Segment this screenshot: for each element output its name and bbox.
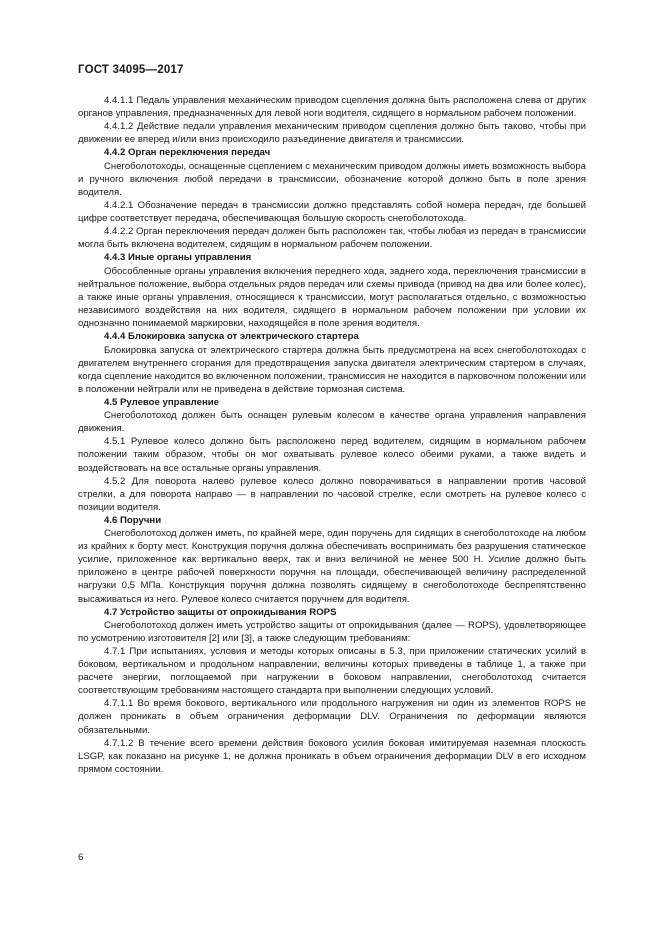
paragraph: Обособленные органы управления включения переднего хода, заднего хода, переключения трансмиссии в нейтральное положение, выбора отдельных рядов передач или схемы привода (привод на два или более колес), а также иные органы управления, относящиеся к трансмиссии, могут располагаться отдельно, с возможностью независимого воздействия на них водителя, сидящего в нормальном рабочем положении при условии их однозначно понимаемой маркировки, находящейся в поле зрения водителя. (78, 265, 586, 329)
section-heading: 4.6 Поручни (104, 514, 162, 526)
section-heading: 4.5 Рулевое управление (104, 396, 219, 408)
paragraph: 4.4.1.2 Действие педали управления механическим приводом сцепления должно быть таково, чтобы при движении ее вперед и/или вниз происходило разъединение двигателя и трансмиссии. (78, 121, 586, 146)
paragraph: Снегоболотоходы, оснащенные сцеплением с механическим приводом должны иметь возможность выбора и ручного включения любой передачи в трансмиссии, обозначение которой должно быть в поле зрения водителя. (78, 160, 586, 198)
paragraph: Снегоболотоход должен иметь устройство защиты от опрокидывания (далее — ROPS), удовлетворяющее по усмотрению изготовителя [2] или [3], а также следующим требованиям: (78, 620, 586, 645)
page-number: 6 (78, 852, 84, 863)
paragraph: 4.7.1.1 Во время бокового, вертикального или продольного нагружения ни один из элементов ROPS не должен проникать в объем ограничения деформации DLV. Ограничения по деформации являются обязательными. (78, 698, 586, 736)
document-header: ГОСТ 34095—2017 (78, 64, 184, 76)
paragraph: 4.5.1 Рулевое колесо должно быть расположено перед водителем, сидящим в нормальном рабочем положении таким образом, чтобы он мог охватывать рулевое колесо обеими руками, а также видеть и воздействовать на все остальные органы управления. (78, 436, 586, 474)
section-heading: 4.4.2 Орган переключения передач (104, 147, 271, 159)
section-heading: 4.4.3 Иные органы управления (104, 252, 252, 264)
paragraph: 4.7.1.2 В течение всего времени действия бокового усилия боковая имитируемая наземная плоскость LSGP, как показано на рисунке 1, не должна проникать в объем ограничения деформации DLV в его исходном прямом состоянии. (78, 737, 586, 775)
paragraph: Блокировка запуска от электрического стартера должна быть предусмотрена на всех снегоболотоходах с двигателем внутреннего сгорания для предотвращения запуска двигателя электрическим стартером в случаях, когда сцепление находится во включенном положении, трансмиссия не находится в парковочном положении или в положении нейтрали или не приведена в действие тормозная система. (78, 344, 586, 395)
document-body (78, 94, 586, 776)
paragraph: Снегоболотоход должен иметь, по крайней мере, один поручень для сидящих в снегоболотоходе на любом из крайних к борту мест. Конструкция поручня должна обеспечивать воспринимать без разрушения статическое усилие, приложенное как вертикально вверх, так и вниз величиной не менее 500 Н. Усилие должно быть приложено в центре рабочей поверхности поручня на площади, обеспечивающей величину распределенной нагрузки 0,5 МПа. Конструкция поручня должна позволять сидящему в снегоболотоходе беспрепятственно высаживаться из него. Рулевое колесо считается поручнем для водителя. (78, 528, 586, 605)
section-heading: 4.7 Устройство защиты от опрокидывания ROPS (104, 606, 337, 618)
paragraph: 4.7.1 При испытаниях, условия и методы которых описаны в 5.3, при приложении статических усилий в боковом, вертикальном и продольном направлении, величины которых приведены в таблице 1, а также при расчете энергии, поглощаемой при нагружении в боковом направлении, снегоболотоход считается соответствующим требованиям настоящего стандарта при выполнении следующих условий. (78, 646, 586, 697)
paragraph: 4.5.2 Для поворота налево рулевое колесо должно поворачиваться в направлении против часовой стрелки, а для поворота направо — в направлении по часовой стрелке, если смотреть на рулевое колесо с позиции водителя. (78, 475, 586, 513)
paragraph: 4.4.2.1 Обозначение передач в трансмиссии должно представлять собой номера передач, где большей цифре соответствует передача, обеспечивающая большую скорость снегоболотохода. (78, 199, 586, 224)
paragraph: 4.4.2.2 Орган переключения передач должен быть расположен так, чтобы любая из передач в трансмиссии могла быть включена водителем, сидящим в нормальном рабочем положении. (78, 226, 586, 251)
paragraph: Снегоболотоход должен быть оснащен рулевым колесом в качестве органа управления направления движения. (78, 410, 586, 435)
section-heading: 4.4.4 Блокировка запуска от электрического стартера (104, 330, 359, 342)
paragraph: 4.4.1.1 Педаль управления механическим приводом сцепления должна быть расположена слева от других органов управления, предназначенных для левой ноги водителя, сидящего в нормальном рабочем положении. (78, 95, 586, 120)
